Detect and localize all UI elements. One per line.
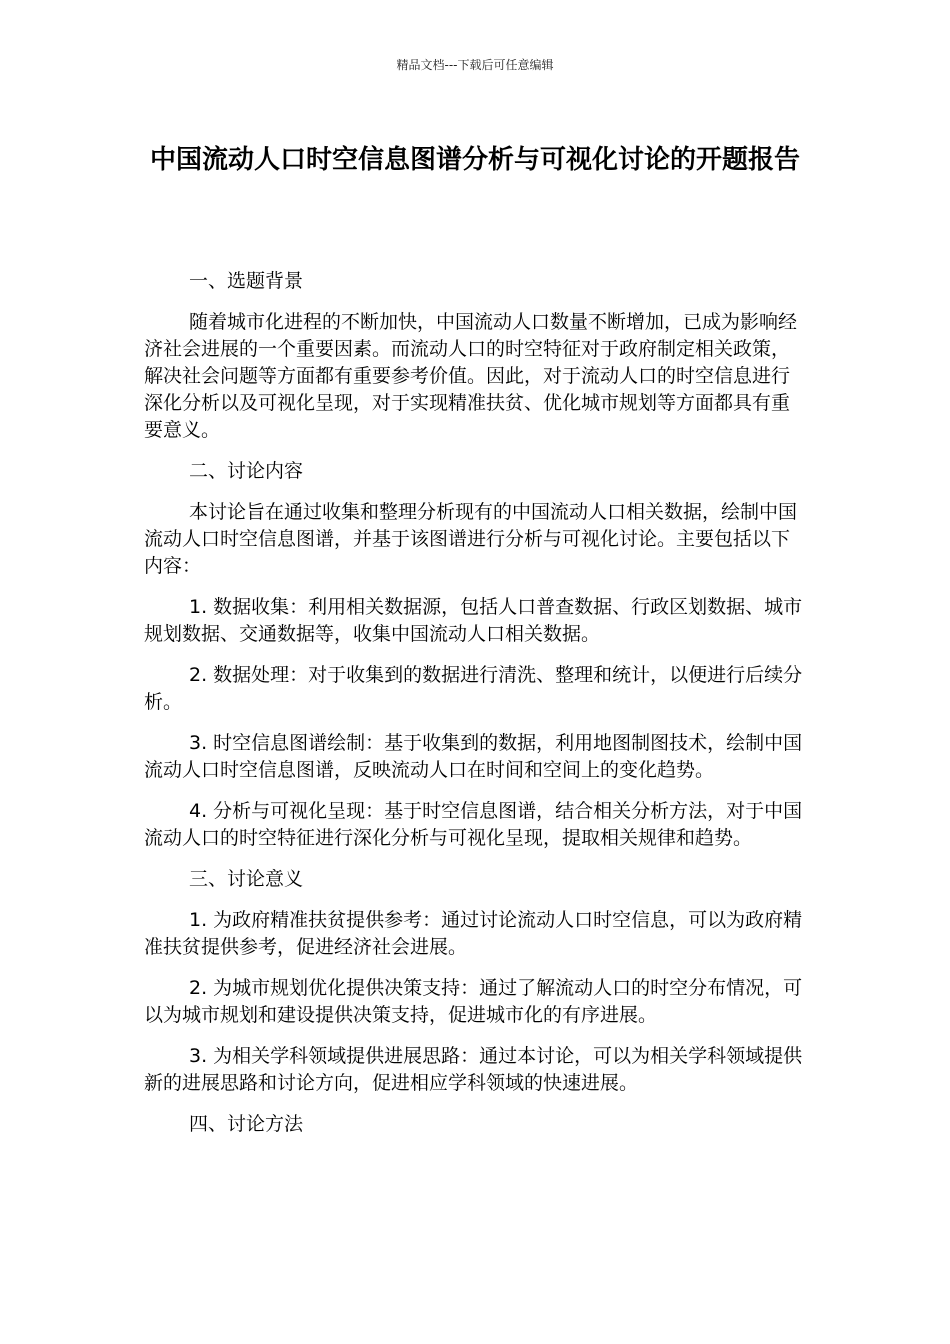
document-title: 中国流动人口时空信息图谱分析与可视化讨论的开题报告	[149, 145, 800, 175]
paragraph: 本讨论旨在通过收集和整理分析现有的中国流动人口相关数据，绘制中国流动人口时空信息图谱，并基于该图谱进行分析与可视化讨论。主要包括以下内容：	[144, 501, 798, 577]
list-item: 2. 为城市规划优化提供决策支持：通过了解流动人口的时空分布情况，可以为城市规划和建设提供决策支持，促进城市化的有序进展。	[144, 977, 803, 1026]
section-heading-significance: 三、讨论意义	[189, 868, 304, 890]
page-header-note: 精品文档---下载后可任意编辑	[396, 58, 554, 72]
list-item: 4. 分析与可视化呈现：基于时空信息图谱，结合相关分析方法，对于中国流动人口的时空特征进行深化分析与可视化呈现，提取相关规律和趋势。	[144, 800, 803, 849]
list-item: 1. 为政府精准扶贫提供参考：通过讨论流动人口时空信息，可以为政府精准扶贫提供参考，促进经济社会进展。	[144, 909, 803, 958]
list-item: 3. 为相关学科领域提供进展思路：通过本讨论，可以为相关学科领域提供新的进展思路和讨论方向，促进相应学科领域的快速进展。	[144, 1045, 803, 1094]
paragraph: 随着城市化进程的不断加快，中国流动人口数量不断增加，已成为影响经济社会进展的一个重要因素。而流动人口的时空特征对于政府制定相关政策，解决社会问题等方面都有重要参考价值。因此，对于流动人口的时空信息进行深化分析以及可视化呈现，对于实现精准扶贫、优化城市规划等方面都具有重要意义。	[144, 311, 798, 441]
section-heading-methods: 四、讨论方法	[189, 1113, 304, 1135]
document-body	[144, 268, 808, 1152]
section-heading-background: 一、选题背景	[189, 270, 304, 292]
list-item: 1. 数据收集：利用相关数据源，包括人口普查数据、行政区划数据、城市规划数据、交通数据等，收集中国流动人口相关数据。	[144, 596, 803, 645]
section-heading-content: 二、讨论内容	[189, 460, 304, 482]
list-item: 3. 时空信息图谱绘制：基于收集到的数据，利用地图制图技术，绘制中国流动人口时空信息图谱，反映流动人口在时间和空间上的变化趋势。	[144, 732, 803, 781]
list-item: 2. 数据处理：对于收集到的数据进行清洗、整理和统计，以便进行后续分析。	[144, 664, 803, 713]
